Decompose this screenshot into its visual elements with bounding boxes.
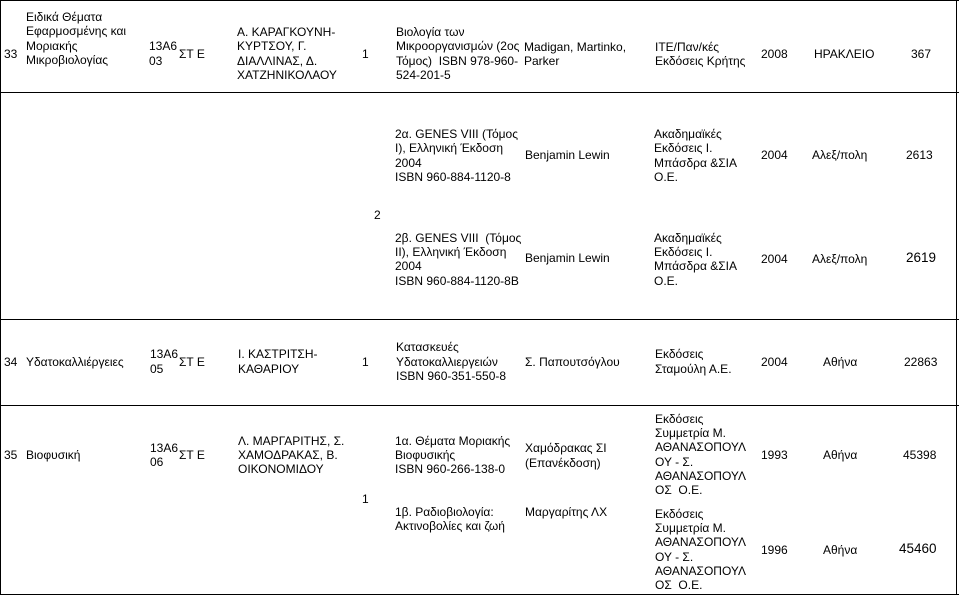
row-number: 34 xyxy=(4,355,18,369)
book-title-line: Υδατοκαλλιεργειών xyxy=(396,355,498,369)
publication-year: 2008 xyxy=(761,47,788,61)
table-border-bottom xyxy=(0,594,959,595)
publication-year: 2004 xyxy=(761,148,788,162)
book-code: 45398 xyxy=(903,448,937,462)
book-title-line: ISBN 960-266-138-0 xyxy=(395,462,506,476)
course-code: 03 xyxy=(149,54,163,68)
book-title-line: Κατασκευές xyxy=(396,340,459,354)
publisher-line: ΟΥ - Σ. xyxy=(655,455,694,469)
book-title-line: 1β. Ραδιοβιολογία: xyxy=(395,505,494,519)
book-count: 1 xyxy=(362,47,369,61)
book-author-line: Madigan, Martinko, xyxy=(524,40,627,54)
book-title-line: 2α. GENES VIII (Τόμος xyxy=(395,127,519,141)
book-author-line: (Επανέκδοση) xyxy=(525,456,601,470)
instructor-line: Λ. ΜΑΡΓΑΡΙΤΗΣ, Σ. xyxy=(238,434,345,448)
book-title-line: 2004 xyxy=(395,156,422,170)
instructor-line: ΔΙΑΛΛΙΝΑΣ, Δ. xyxy=(237,54,318,68)
instructor-line: ΚΑΘΑΡΙΟΥ xyxy=(238,362,300,376)
course-name-line: Εφαρμοσμένης και xyxy=(26,24,127,38)
publication-city: Αλεξ/πολη xyxy=(812,252,868,266)
book-title-line: Ακτινοβολίες και ζωή xyxy=(395,519,505,533)
book-code: 22863 xyxy=(904,355,938,369)
course-name-line: Ειδικά Θέματα xyxy=(26,10,103,24)
book-code: 2613 xyxy=(906,148,933,162)
instructor-line: ΟΙΚΟΝΟΜΙΔΟΥ xyxy=(238,462,324,476)
course-code: 13Α6 xyxy=(149,39,178,53)
publisher-line: Εκδόσεις Ι. xyxy=(654,245,713,259)
course-name-line: Μοριακής xyxy=(26,39,78,53)
publisher-line: Ο.Ε. xyxy=(654,274,679,288)
book-count: 1 xyxy=(362,355,369,369)
table-border-top xyxy=(0,0,959,1)
publisher-line: ΑΘΑΝΑΣΟΠΟΥΛ xyxy=(655,440,747,454)
book-title-line: Τόμος) ISBN 978-960- xyxy=(396,54,519,68)
book-code: 2619 xyxy=(906,250,937,265)
publication-year: 1996 xyxy=(761,543,788,557)
course-code: 13Α6 xyxy=(150,441,179,455)
book-title-line: 2β. GENES VIII (Τόμος xyxy=(395,231,522,245)
course-code: 06 xyxy=(150,455,164,469)
course-name-line: Βιοφυσική xyxy=(26,448,81,462)
publisher-line: Μπάσδρα &ΣΙΑ xyxy=(654,259,737,273)
book-code: 45460 xyxy=(899,541,937,556)
publisher-line: Συμμετρία Μ. xyxy=(655,426,726,440)
book-author-line: Benjamin Lewin xyxy=(525,148,610,162)
book-title-line: ISBN 960-884-1120-8 xyxy=(395,170,511,184)
table-border-right xyxy=(956,0,957,595)
publication-city: Αλεξ/πολη xyxy=(812,148,868,162)
publisher-line: Συμμετρία Μ. xyxy=(655,521,726,535)
publisher-line: ΟΣ Ο.Ε. xyxy=(655,483,703,497)
publisher-line: ΑΘΑΝΑΣΟΠΟΥΛ xyxy=(655,564,747,578)
book-title-line: ISBN 960-351-550-8 xyxy=(396,369,507,383)
book-title-line: ΙΙ), Ελληνική Έκδοση xyxy=(395,245,507,259)
publisher-line: ΑΘΑΝΑΣΟΠΟΥΛ xyxy=(655,535,747,549)
book-title-line: ISBN 960-884-1120-8Β xyxy=(395,274,519,288)
publication-city: Αθήνα xyxy=(823,543,858,557)
row-divider xyxy=(0,319,959,320)
publisher-line: Ακαδημαϊκές xyxy=(654,127,722,141)
publication-city: ΗΡΑΚΛΕΙΟ xyxy=(814,47,875,61)
course-type: ΣΤ Ε xyxy=(179,355,205,369)
publication-year: 2004 xyxy=(761,355,788,369)
publisher-line: Εκδόσεις Ι. xyxy=(654,141,713,155)
book-count: 2 xyxy=(374,208,381,222)
table-border-left xyxy=(0,0,1,595)
publisher-line: ΟΥ - Σ. xyxy=(655,550,694,564)
course-name-line: Υδατοκαλλιέργειες xyxy=(26,355,124,369)
book-author-line: Χαμόδρακας ΣΙ xyxy=(525,441,607,455)
book-title-line: Βιολογία των xyxy=(396,25,465,39)
publisher-line: Εκδόσεις xyxy=(655,347,704,361)
publisher-line: Ακαδημαϊκές xyxy=(654,231,722,245)
book-count: 1 xyxy=(362,492,369,506)
instructor-line: ΧΑΜΟΔΡΑΚΑΣ, Β. xyxy=(238,448,338,462)
book-author-line: Σ. Παπουτσόγλου xyxy=(525,355,620,369)
publication-city: Αθήνα xyxy=(823,355,858,369)
row-number: 35 xyxy=(4,448,18,462)
row-divider xyxy=(0,405,959,406)
book-title-line: Βιοφυσικής xyxy=(395,448,456,462)
book-code: 367 xyxy=(911,47,932,61)
course-code: 13Α6 xyxy=(150,347,179,361)
instructor-line: Α. ΚΑΡΑΓΚΟΥΝΗ- xyxy=(237,25,336,39)
book-author-line: Μαργαρίτης ΛΧ xyxy=(525,505,608,519)
publisher-line: ΙΤΕ/Παν/κές xyxy=(655,40,720,54)
row-divider xyxy=(0,92,959,93)
publisher-line: Εκδόσεις Κρήτης xyxy=(655,54,746,68)
publisher-line: Εκδόσεις xyxy=(655,412,704,426)
course-type: ΣΤ Ε xyxy=(179,448,205,462)
book-title-line: Μικροοργανισμών (2ος xyxy=(396,39,520,53)
publication-city: Αθήνα xyxy=(823,448,858,462)
book-title-line: Ι), Ελληνική Έκδοση xyxy=(395,141,504,155)
publisher-line: Μπάσδρα &ΣΙΑ xyxy=(654,156,737,170)
publisher-line: ΟΣ Ο.Ε. xyxy=(655,578,703,592)
instructor-line: Ι. ΚΑΣΤΡΙΤΣΗ- xyxy=(238,347,318,361)
course-code: 05 xyxy=(150,362,164,376)
publisher-line: Σταμούλη Α.Ε. xyxy=(655,362,732,376)
publisher-line: Εκδόσεις xyxy=(655,507,704,521)
book-title-line: 524-201-5 xyxy=(396,68,451,82)
book-author-line: Benjamin Lewin xyxy=(525,251,610,265)
book-title-line: 1α. Θέματα Μοριακής xyxy=(395,434,511,448)
book-author-line: Parker xyxy=(524,54,560,68)
course-name-line: Μικροβιολογίας xyxy=(26,53,109,67)
publication-year: 1993 xyxy=(761,448,788,462)
publication-year: 2004 xyxy=(761,252,788,266)
publisher-line: Ο.Ε. xyxy=(654,170,679,184)
book-title-line: 2004 xyxy=(395,259,422,273)
publisher-line: ΑΘΑΝΑΣΟΠΟΥΛ xyxy=(655,469,747,483)
instructor-line: ΧΑΤΖΗΝΙΚΟΛΑΟΥ xyxy=(237,68,337,82)
course-type: ΣΤ Ε xyxy=(179,47,205,61)
instructor-line: ΚΥΡΤΣΟΥ, Γ. xyxy=(237,39,307,53)
row-number: 33 xyxy=(4,47,18,61)
